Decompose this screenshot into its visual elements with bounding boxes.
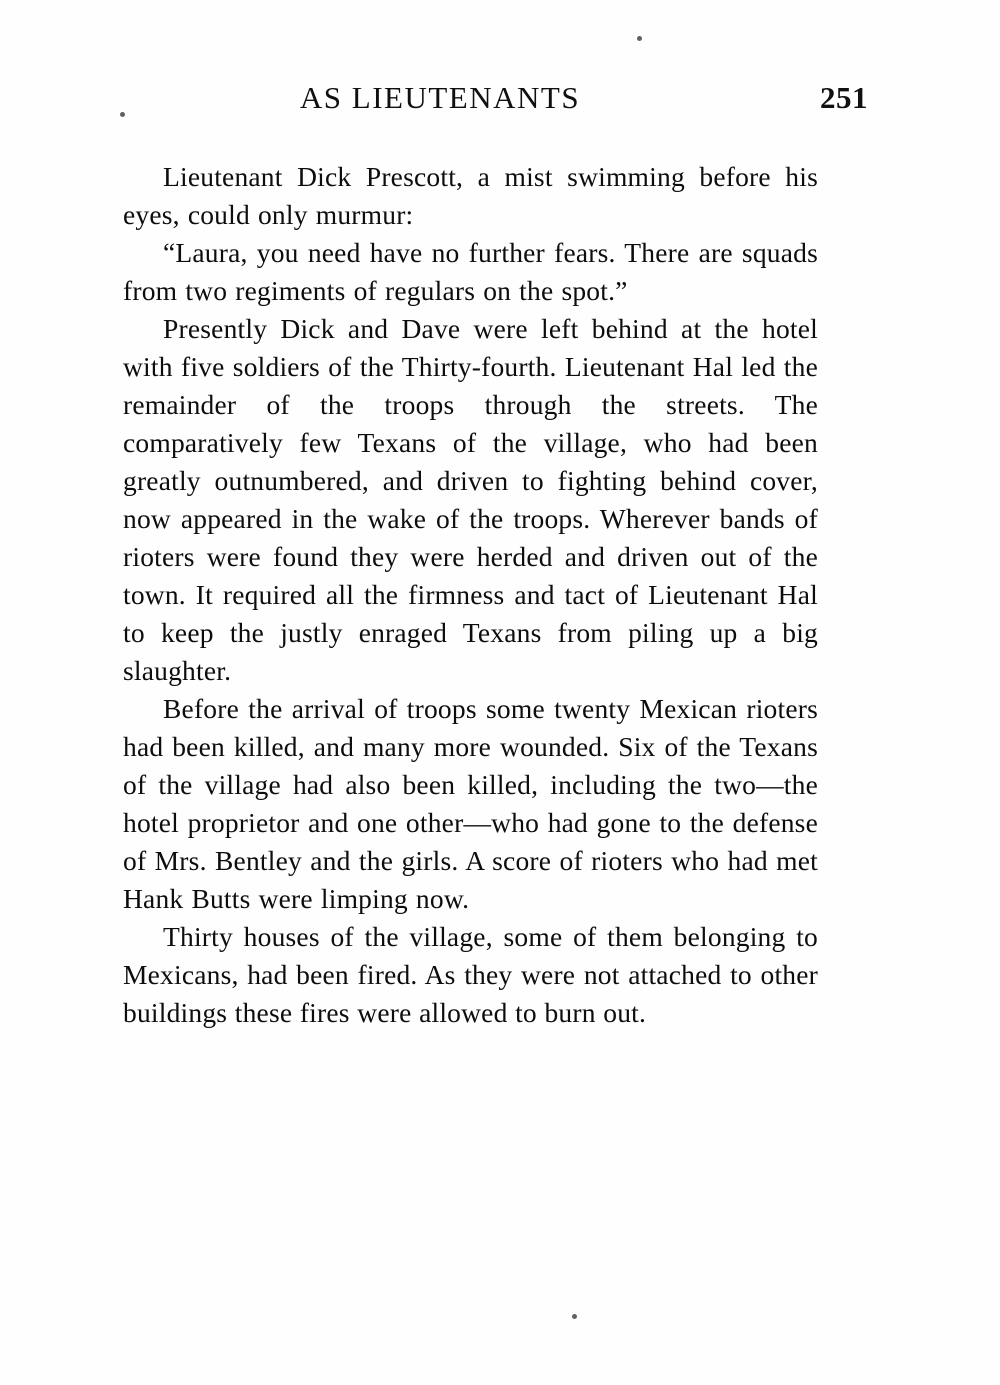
paragraph-4: Before the arrival of troops some twenty Mexican rioters had been killed, and many more wounded. Six of the Texans of the village had also been killed, including the two—the hotel proprietor and one other—who had gone to the defense of Mrs. Bentley and the girls. A score of rioters who had met Hank Butts were limping now. [123,693,818,914]
scan-speckle-top-icon [637,36,642,41]
paragraph-3: Presently Dick and Dave were left behind at the hotel with five soldiers of the Thirty-fourth. Lieutenant Hal led the remainder of the troops through the streets. The comparatively few Texans of the village, who had been greatly outnumbered, and driven to fighting behind cover, now appeared in the wake of the troops. Wherever bands of rioters were found they were herded and driven out of the town. It required all the firmness and tact of Lieutenant Hal to keep the justly enraged Texans from piling up a big slaughter. [123,313,818,686]
page-header [120,80,868,124]
page-body [123,158,818,1032]
running-title: AS LIEUTENANTS [299,80,581,115]
paragraph-5: Thirty houses of the village, some of them belonging to Mexicans, had been fired. As they were not attached to other buildings these fires were allowed to burn out. [123,921,818,1028]
paragraph-2: “Laura, you need have no further fears. There are squads from two regiments of regulars on the spot.” [123,237,818,306]
scan-speckle-bottom-icon [572,1314,577,1319]
paragraph-1: Lieutenant Dick Prescott, a mist swimming before his eyes, could only murmur: [123,161,818,230]
page-number: 251 [820,80,868,115]
